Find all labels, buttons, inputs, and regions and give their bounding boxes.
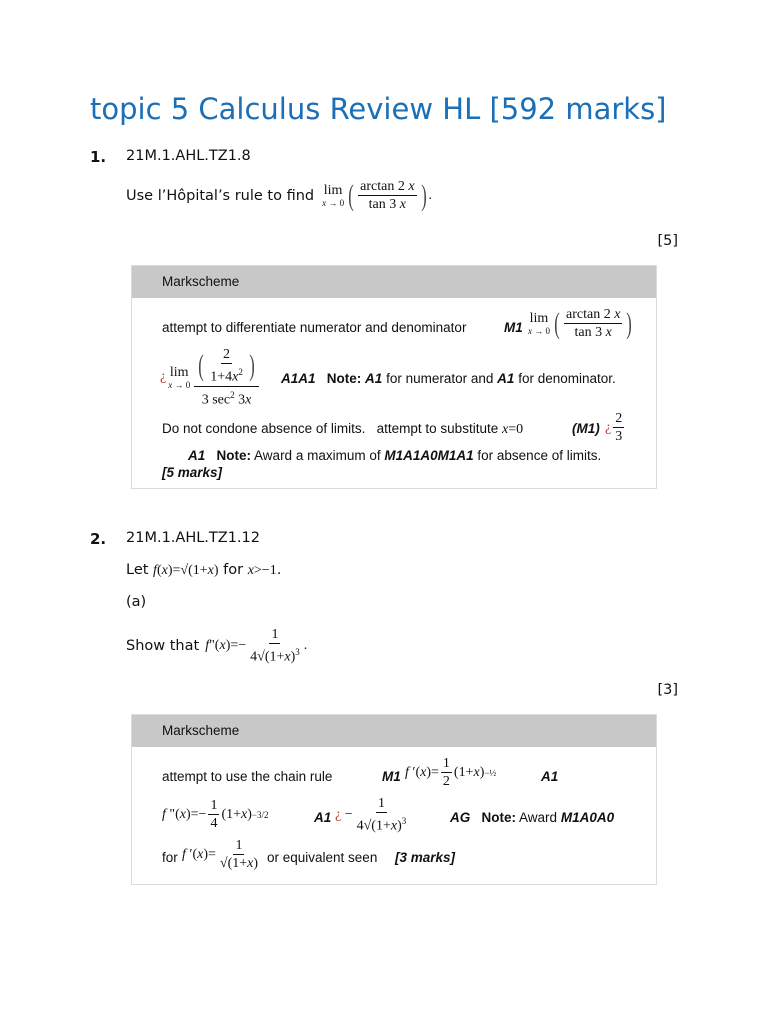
ms1-limit-expression: lim x → 0 ( $\frac{\arctan 2 x}{\tan 3 x}$ ) [528,306,633,340]
page-title: topic 5 Calculus Review HL [592 marks] [90,92,667,126]
ms1-line3-mark: (M1) [572,421,600,436]
markscheme-box-1 [131,265,657,489]
ms1-derivative-expression: ¿ lim x → 0 ( $\frac{2}{1+4x^2}$ ) 3 $\sec^2 3x$ [160,346,261,408]
ms2-second-derivative: f "( x )=− $\frac{1}{4}$ (1+ x ) −3/2 [162,798,269,831]
ms1-line3: Do not condone absence of limits. attempt to substitute x=0 [162,421,524,437]
question-number-1: 1. [90,148,107,166]
ms1-total-marks: [5 marks] [162,465,223,480]
limit-expression: lim x → 0 ( $\frac{\arctan 2 x}{\tan 3 x}$ ) . [322,178,433,212]
ms2-line1-mark: M1 [382,769,401,784]
question-1-marks: [5] [657,233,678,249]
ms2-result-expression: ¿ − $\frac{1}{4√(1+x)^3}$ [335,796,407,834]
ms2-line2-mark: A1 [314,810,332,825]
question-2-definition: Let f(x)=√(1+x) for x>−1. [126,562,282,578]
ms2-line1-text: attempt to use the chain rule [162,769,333,784]
ms1-result-expression: ¿ $\frac{2}{3}$ [605,411,623,444]
question-1-prompt [126,178,432,213]
ms2-first-derivative: f ′( x )= $\frac{1}{2}$ (1+ x ) −½ [405,756,497,789]
ms1-line4: A1 Note: Award a maximum of M1A1A0M1A1 for absence of limits. [188,448,602,463]
markscheme-header: Markscheme [132,266,656,298]
ms2-line1-mark2: A1 [541,769,559,784]
ms2-line3-text: or equivalent seen [267,850,378,865]
question-2-show: Show that f "( x )=− $\frac{1}{4√(1+x)^3}$ . [126,627,308,665]
prompt-text: Use l’Hôpital’s rule to find [126,187,315,204]
question-2-part-a: (a) [126,594,147,610]
question-ref-1: 21M.1.AHL.TZ1.8 [126,148,251,164]
markscheme-box-2 [131,714,657,885]
question-number-2: 2. [90,530,107,548]
ms1-line1-mark: M1 [504,320,523,335]
ms2-line2-note: AG Note: Award M1A0A0 [450,810,615,825]
ms2-total-marks: [3 marks] [395,850,456,865]
ms2-line3-expression: f ′( x )= $\frac{1}{√(1+x)}$ [182,838,259,871]
markscheme-header: Markscheme [132,715,656,747]
ms2-line3-for: for [162,850,178,865]
question-ref-2: 21M.1.AHL.TZ1.12 [126,530,260,546]
question-2-marks: [3] [657,682,678,698]
ms1-line2: A1A1 Note: A1 for numerator and A1 for denominator. [281,371,616,386]
ms1-line1-text: attempt to differentiate numerator and denominator [162,320,467,335]
